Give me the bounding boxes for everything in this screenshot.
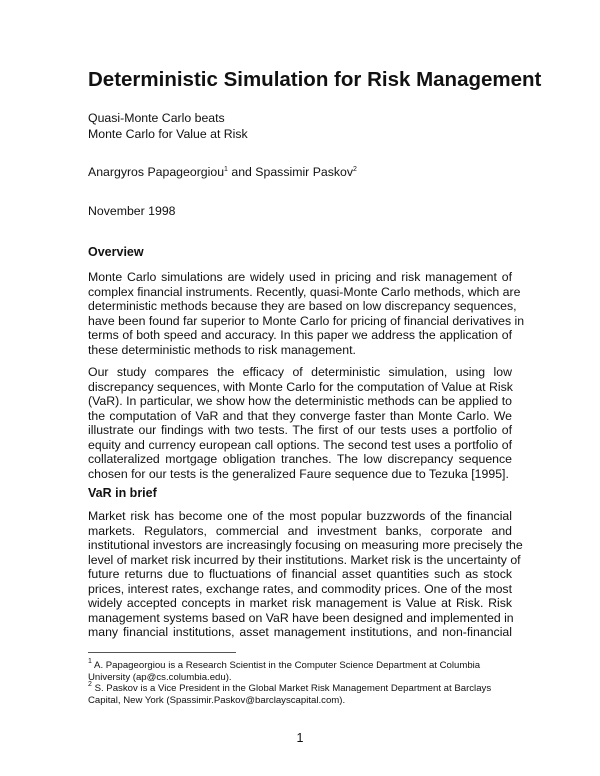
footnote-line <box>88 683 512 695</box>
section-heading-var: VaR in brief <box>88 486 157 500</box>
footnotes <box>88 660 512 706</box>
paragraph-line: management systems based on VaR have been designed and implemented in <box>88 610 514 625</box>
paragraph-line: prices, interest rates, exchange rates, and commodity prices. One of the most <box>88 581 512 596</box>
paragraph-line: illustrate our findings with two tests. The first of our tests uses a portfolio of <box>88 423 512 437</box>
authors <box>88 164 357 180</box>
paragraph-line: deterministic methods because they are based on low discrepancy sequences, <box>88 299 517 313</box>
footnote-text: S. Paskov is a Vice President in the Global Market Risk Management Department at Barclays <box>94 683 492 694</box>
paragraph-line: chosen for our tests is the generalized Faure sequence due to Tezuka [1995]. <box>88 466 509 481</box>
paragraph <box>88 365 512 481</box>
document-title: Deterministic Simulation for Risk Management <box>88 68 542 91</box>
paragraph-line: (VaR). In particular, we show how the deterministic methods can be applied to <box>88 394 512 408</box>
paragraph-line: Market risk has become one of the most popular buzzwords of the financial <box>88 509 512 523</box>
footnote-line <box>88 672 512 684</box>
footnote-ref: 2 <box>353 166 357 173</box>
paragraph-line: equity and currency european call options. The second test uses a portfolio of <box>88 437 512 452</box>
paragraph-line: these deterministic methods to risk management. <box>88 342 356 357</box>
footnote-mark: 1 <box>88 658 92 665</box>
paragraph-line: have been found far superior to Monte Carlo for pricing of financial derivatives in <box>88 313 525 328</box>
paragraph-line: level of market risk incurred by their institutions. Market risk is the uncertainty of <box>88 552 521 567</box>
subtitle-line: Quasi-Monte Carlo beats <box>88 111 225 125</box>
footnote-mark: 2 <box>88 681 92 688</box>
footnote-text: University (ap@cs.columbia.edu). <box>88 671 232 683</box>
paragraph-line: widely accepted concepts in market risk management is Value at Risk. Risk <box>88 596 512 610</box>
paragraph-line: collateralized mortgage obligation tranches. The low discrepancy sequence <box>88 452 512 466</box>
author-1: Anargyros Papageorgiou <box>88 165 225 179</box>
footnote-line <box>88 695 512 707</box>
page-number: 1 <box>296 731 304 745</box>
date: November 1998 <box>88 204 176 218</box>
paragraph-line: markets. Regulators, commercial and investment banks, corporate and <box>88 523 512 538</box>
footnote-line <box>88 660 512 672</box>
paragraph <box>88 509 523 640</box>
subtitle <box>88 110 248 142</box>
paragraph-line: Monte Carlo simulations are widely used in pricing and risk management of <box>88 270 512 284</box>
paragraph-line: future returns due to fluctuations of financial asset quantities such as stock <box>88 567 512 581</box>
subtitle-line: Monte Carlo for Value at Risk <box>88 127 248 141</box>
paragraph-line: terms of both speed and accuracy. In this paper we address the application of <box>88 328 512 342</box>
author-2: and Spassimir Paskov <box>227 165 354 179</box>
footnote-ref: 1 <box>224 166 228 173</box>
paragraph-line: the computation of VaR and that they converge faster than Monte Carlo. We <box>88 408 512 423</box>
paragraph-line: many financial institutions, asset management institutions, and non-financial <box>88 625 512 639</box>
paragraph-line: discrepancy sequences, with Monte Carlo for the computation of Value at Risk <box>88 379 513 394</box>
paragraph-line: institutional investors are increasingly focusing on measuring more precisely the <box>88 538 523 552</box>
paragraph-line: complex financial instruments. Recently, quasi-Monte Carlo methods, which are <box>88 284 521 299</box>
footnote-text: Capital, New York (Spassimir.Paskov@barclayscapital.com). <box>88 694 346 706</box>
section-heading-overview: Overview <box>88 245 144 259</box>
footnote-text: A. Papageorgiou is a Research Scientist in the Computer Science Department at Columbia <box>94 660 481 671</box>
paragraph-line: Our study compares the efficacy of deterministic simulation, using low <box>88 365 512 379</box>
paragraph <box>88 270 525 357</box>
footnote-divider <box>88 652 236 653</box>
